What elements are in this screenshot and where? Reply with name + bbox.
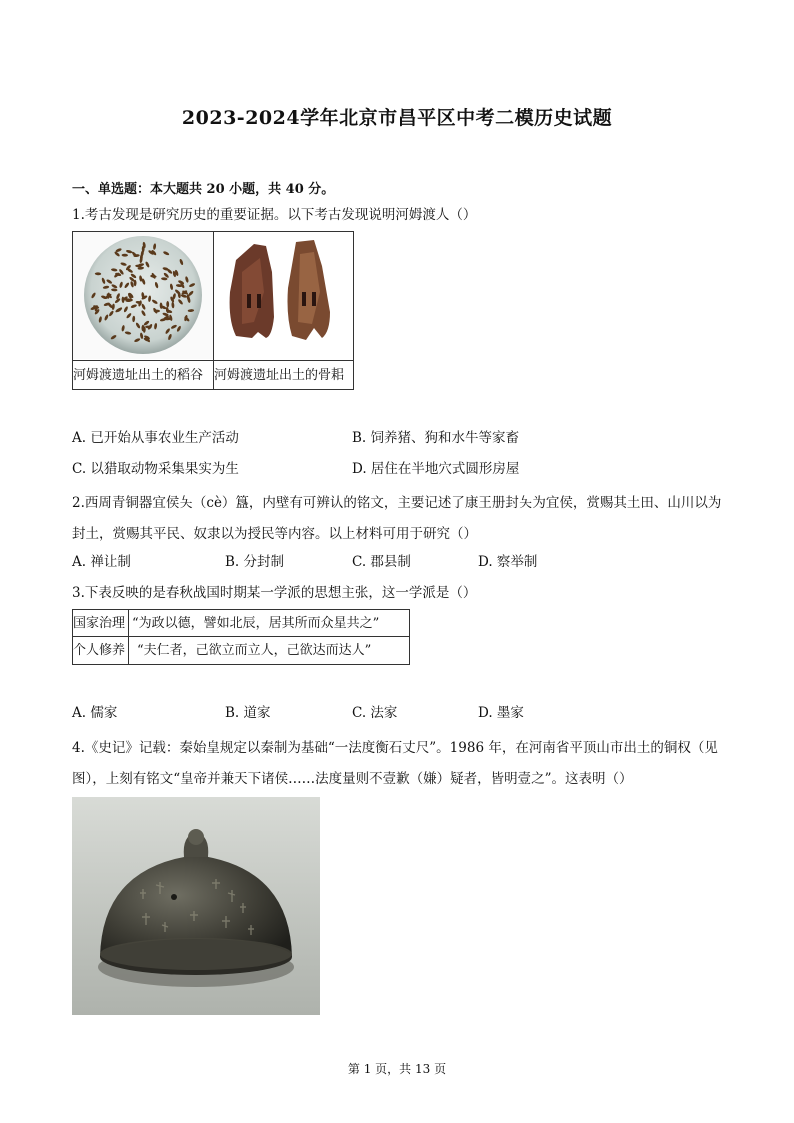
option-c[interactable]: C. 以猎取动物采集果实为生 — [72, 461, 239, 477]
option-b[interactable]: B. 道家 — [225, 705, 271, 721]
rice-grains-illustration — [73, 232, 213, 359]
caption-rice: 河姆渡遗址出土的稻谷 — [73, 360, 214, 389]
option-b[interactable]: B. 饲养猪、狗和水牛等家畜 — [352, 430, 520, 446]
question-2-stem: 2.西周青铜器宜侯夨（cè）簋，内壁有可辨认的铭文，主要记述了康王册封夨为宜侯，赏赐其土田、山川以为封土，赏赐其平民、奴隶以为授民等内容。以上材料可用于研究（） — [72, 495, 722, 542]
page-footer: 第 1 页，共 13 页 — [347, 1062, 447, 1076]
option-c[interactable]: C. 法家 — [352, 705, 398, 721]
page-title: 2023-2024学年北京市昌平区中考二模历史试题 — [181, 107, 613, 129]
bronze-weight-photo — [72, 797, 320, 1015]
option-d[interactable]: D. 察举制 — [478, 554, 538, 570]
question-1-options — [72, 428, 724, 478]
option-a[interactable]: A. 儒家 — [72, 705, 118, 721]
caption-bone-spade: 河姆渡遗址出土的骨耜 — [214, 360, 353, 389]
option-b[interactable]: B. 分封制 — [225, 554, 285, 570]
table-row — [72, 637, 410, 665]
bone-spade-illustration — [214, 232, 353, 359]
section-heading: 一、单选题：本大题共 20 小题，共 40 分。 — [72, 182, 335, 197]
row-quote: “为政以德，譬如北辰，居其所而众星共之” — [129, 609, 410, 637]
question-4-stem: 4.《史记》记载：秦始皇规定以秦制为基础“一法度衡石丈尺”。1986 年，在河南省平顶山市出土的铜权（见图），上刻有铭文“皇帝并兼天下诸侯……法度量则不壹歉（嫌）疑者，皆明壹之”。这表明（） — [72, 740, 718, 787]
row-quote: “夫仁者，己欲立而立人，己欲达而达人” — [129, 637, 410, 665]
question-1-image-table — [72, 231, 354, 390]
question-3-options — [72, 703, 724, 723]
question-3-stem: 3.下表反映的是春秋战国时期某一学派的思想主张，这一学派是（） — [72, 585, 477, 601]
rice-grains-image — [73, 232, 214, 360]
option-c[interactable]: C. 郡县制 — [352, 554, 411, 570]
option-d[interactable]: D. 墨家 — [478, 705, 524, 721]
option-a[interactable]: A. 已开始从事农业生产活动 — [72, 430, 239, 446]
question-1-stem: 1.考古发现是研究历史的重要证据。以下考古发现说明河姆渡人（） — [72, 207, 477, 223]
row-label: 个人修养 — [72, 637, 129, 665]
question-2-options — [72, 552, 724, 572]
option-a[interactable]: A. 禅让制 — [72, 554, 131, 570]
question-3-table — [72, 609, 410, 666]
bronze-weight-illustration — [72, 797, 320, 1015]
table-row — [72, 609, 410, 637]
bone-spade-image — [214, 232, 353, 360]
option-d[interactable]: D. 居住在半地穴式圆形房屋 — [352, 461, 520, 477]
row-label: 国家治理 — [72, 609, 129, 637]
